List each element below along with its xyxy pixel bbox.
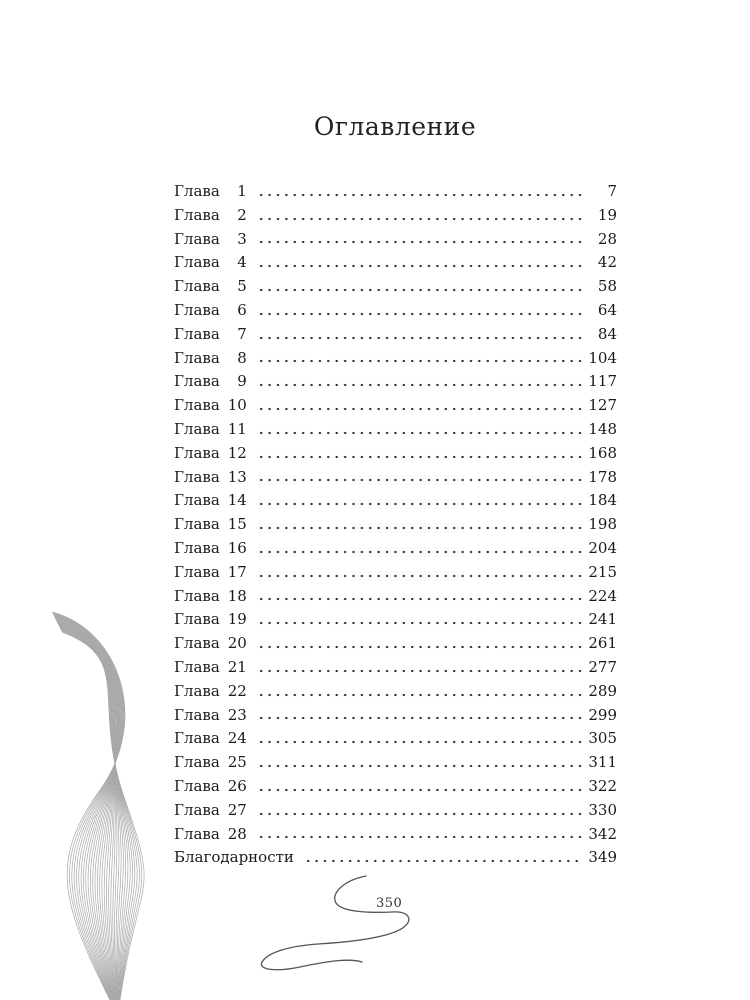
toc-entry-word: Глава xyxy=(174,419,220,438)
toc-entry-word: Глава xyxy=(174,776,220,795)
toc-entry-page-number: 178 xyxy=(588,467,617,486)
toc-entry[interactable] xyxy=(174,323,617,347)
toc-entry[interactable] xyxy=(174,347,617,371)
toc-entry-label xyxy=(174,513,247,537)
toc-entry-chapter-number: 7 xyxy=(237,324,247,343)
toc-entry-page-number: 330 xyxy=(588,800,617,819)
dot-leader xyxy=(257,526,583,530)
toc-entry-label xyxy=(174,323,247,347)
toc-entry-page-number: 84 xyxy=(597,324,617,343)
toc-entry-page-number: 261 xyxy=(588,634,617,653)
toc-entry-word: Глава xyxy=(174,562,220,581)
toc-entry-chapter-number: 9 xyxy=(237,372,247,391)
toc-entry-page-number: 64 xyxy=(597,300,617,319)
toc-entry-label xyxy=(174,799,247,823)
toc-entry-word: Глава xyxy=(174,467,220,486)
toc-entry[interactable] xyxy=(174,585,617,609)
toc-entry-label xyxy=(174,228,247,252)
toc-entry-chapter-number: 16 xyxy=(227,538,247,557)
toc-entry-chapter-number: 27 xyxy=(227,800,247,819)
toc-entry-label xyxy=(174,585,247,609)
toc-entry-label xyxy=(174,775,247,799)
toc-entry-word: Глава xyxy=(174,372,220,391)
toc-entry-chapter-number: 15 xyxy=(227,515,247,534)
toc-entry-page-number: 277 xyxy=(588,657,617,676)
toc-entry-chapter-number: 24 xyxy=(227,729,247,748)
toc-entry-label xyxy=(174,180,247,204)
toc-entry-word: Глава xyxy=(174,253,220,272)
toc-entry[interactable] xyxy=(174,608,617,632)
dot-leader xyxy=(257,336,583,340)
toc-entry-page-number: 127 xyxy=(588,396,617,415)
toc-entry-page-number: 104 xyxy=(588,348,617,367)
toc-entry-page-number: 342 xyxy=(588,824,617,843)
dot-leader xyxy=(257,764,583,768)
dot-leader xyxy=(257,669,583,673)
dot-leader xyxy=(257,288,583,292)
toc-entry-label xyxy=(174,394,247,418)
toc-entry-page-number: 215 xyxy=(588,562,617,581)
dot-leader xyxy=(257,645,583,649)
dot-leader xyxy=(257,217,583,221)
toc-entry-chapter-number: 10 xyxy=(227,396,247,415)
toc-entry-word: Глава xyxy=(174,800,220,819)
toc-entry[interactable] xyxy=(174,442,617,466)
dot-leader xyxy=(257,716,583,720)
toc-entry-label xyxy=(174,823,247,847)
dot-leader xyxy=(257,431,583,435)
toc-entry-page-number: 241 xyxy=(588,610,617,629)
toc-entry-page-number: 204 xyxy=(588,538,617,557)
dot-leader xyxy=(304,859,582,863)
toc-entry[interactable] xyxy=(174,204,617,228)
dot-leader xyxy=(257,264,583,268)
dot-leader xyxy=(257,193,583,197)
toc-entry[interactable] xyxy=(174,727,617,751)
toc-entry-label xyxy=(174,489,247,513)
toc-entry-word: Глава xyxy=(174,324,220,343)
page-number: 350 xyxy=(376,896,403,911)
page-title: Оглавление xyxy=(313,112,477,141)
toc-entry-chapter-number: 2 xyxy=(237,205,247,224)
toc-entry-label xyxy=(174,370,247,394)
dot-leader xyxy=(257,455,583,459)
toc-entry-label xyxy=(174,204,247,228)
toc-entry-page-number: 322 xyxy=(588,776,617,795)
toc-entry-chapter-number: 11 xyxy=(227,419,247,438)
toc-entry[interactable] xyxy=(174,632,617,656)
toc-entry-chapter-number: 21 xyxy=(227,657,247,676)
toc-entry-page-number: 305 xyxy=(588,729,617,748)
toc-entry-label xyxy=(174,251,247,275)
toc-entry-page-number: 58 xyxy=(597,277,617,296)
toc-entry[interactable] xyxy=(174,466,617,490)
toc-entry-page-number: 289 xyxy=(588,681,617,700)
toc-entry[interactable] xyxy=(174,275,617,299)
toc-entry-chapter-number: 12 xyxy=(227,443,247,462)
toc-entry-chapter-number: 19 xyxy=(227,610,247,629)
toc-entry-word: Глава xyxy=(174,348,220,367)
toc-entry[interactable] xyxy=(174,251,617,275)
dot-leader xyxy=(257,788,583,792)
toc-entry-word: Глава xyxy=(174,705,220,724)
toc-entry[interactable] xyxy=(174,775,617,799)
toc-entry-label xyxy=(174,442,247,466)
toc-entry-word: Глава xyxy=(174,634,220,653)
toc-entry-chapter-number: 17 xyxy=(227,562,247,581)
toc-entry-page-number: 299 xyxy=(588,705,617,724)
toc-entry-chapter-number: 18 xyxy=(227,586,247,605)
dot-leader xyxy=(257,812,583,816)
toc-entry-chapter-number: 25 xyxy=(227,753,247,772)
toc-entry-chapter-number: 22 xyxy=(227,681,247,700)
toc-entry-word: Благодарности xyxy=(174,848,294,867)
toc-entry-label xyxy=(174,275,247,299)
toc-entry-chapter-number: 28 xyxy=(227,824,247,843)
toc-entry[interactable] xyxy=(174,489,617,513)
dot-leader xyxy=(257,383,583,387)
toc-entry-label xyxy=(174,846,294,870)
toc-entry-label xyxy=(174,608,247,632)
dot-leader xyxy=(257,312,583,316)
dot-leader xyxy=(257,835,583,839)
toc-entry-label xyxy=(174,704,247,728)
toc-entry[interactable] xyxy=(174,656,617,680)
toc-entry-page-number: 148 xyxy=(588,419,617,438)
toc-entry-word: Глава xyxy=(174,729,220,748)
toc-entry-label xyxy=(174,299,247,323)
dot-leader xyxy=(257,478,583,482)
dot-leader xyxy=(257,550,583,554)
dot-leader xyxy=(257,693,583,697)
toc-entry-page-number: 42 xyxy=(597,253,617,272)
toc-entry-label xyxy=(174,561,247,585)
toc-entry-chapter-number: 13 xyxy=(227,467,247,486)
toc-entry-page-number: 224 xyxy=(588,586,617,605)
toc-entry-word: Глава xyxy=(174,277,220,296)
toc-entry-label xyxy=(174,466,247,490)
toc-entry-label xyxy=(174,656,247,680)
toc-entry-chapter-number: 1 xyxy=(237,182,247,200)
toc-entry-word: Глава xyxy=(174,396,220,415)
toc-entry-label xyxy=(174,751,247,775)
toc-entry-word: Глава xyxy=(174,753,220,772)
toc-entry-chapter-number: 26 xyxy=(227,776,247,795)
toc-entry[interactable] xyxy=(174,823,617,847)
toc-entry[interactable] xyxy=(174,799,617,823)
toc-entry[interactable] xyxy=(174,561,617,585)
toc-entry[interactable] xyxy=(174,704,617,728)
toc-entry-chapter-number: 14 xyxy=(227,491,247,510)
toc-entry-word: Глава xyxy=(174,443,220,462)
toc-entry[interactable] xyxy=(174,418,617,442)
toc-entry-word: Глава xyxy=(174,657,220,676)
toc-entry-word: Глава xyxy=(174,586,220,605)
toc-entry-word: Глава xyxy=(174,182,220,200)
toc-entry-chapter-number: 6 xyxy=(237,300,247,319)
toc-entry[interactable] xyxy=(174,846,617,870)
toc-entry-word: Глава xyxy=(174,610,220,629)
toc-entry-page-number: 349 xyxy=(588,848,617,867)
toc-entry[interactable] xyxy=(174,370,617,394)
dot-leader xyxy=(257,574,583,578)
toc-entry-label xyxy=(174,537,247,561)
toc-entry-word: Глава xyxy=(174,515,220,534)
toc-entry-page-number: 168 xyxy=(588,443,617,462)
dot-leader xyxy=(257,240,583,244)
toc-entry-word: Глава xyxy=(174,538,220,557)
toc-entry-label xyxy=(174,418,247,442)
toc-entry-label xyxy=(174,347,247,371)
toc-entry[interactable] xyxy=(174,680,617,704)
toc-entry[interactable] xyxy=(174,513,617,537)
toc-entry-page-number: 19 xyxy=(597,205,617,224)
toc-entry-page-number: 28 xyxy=(597,229,617,248)
dot-leader xyxy=(257,597,583,601)
toc-entry-chapter-number: 23 xyxy=(227,705,247,724)
dot-leader xyxy=(257,621,583,625)
toc-entry[interactable] xyxy=(174,537,617,561)
toc-entry-word: Глава xyxy=(174,824,220,843)
dot-leader xyxy=(257,359,583,363)
table-of-contents xyxy=(174,180,617,870)
dot-leader xyxy=(257,502,583,506)
toc-entry-page-number: 184 xyxy=(588,491,617,510)
toc-entry-label xyxy=(174,632,247,656)
toc-entry-label xyxy=(174,680,247,704)
toc-entry-word: Глава xyxy=(174,681,220,700)
toc-entry-chapter-number: 5 xyxy=(237,277,247,296)
toc-entry-chapter-number: 8 xyxy=(237,348,247,367)
toc-entry-chapter-number: 20 xyxy=(227,634,247,653)
toc-entry-word: Глава xyxy=(174,300,220,319)
dot-leader xyxy=(257,407,583,411)
toc-entry-page-number: 198 xyxy=(588,515,617,534)
toc-entry[interactable] xyxy=(174,394,617,418)
toc-entry-chapter-number: 4 xyxy=(237,253,247,272)
toc-entry-word: Глава xyxy=(174,229,220,248)
toc-entry[interactable] xyxy=(174,228,617,252)
toc-entry[interactable] xyxy=(174,180,617,204)
toc-entry[interactable] xyxy=(174,751,617,775)
toc-entry-word: Глава xyxy=(174,491,220,510)
toc-entry[interactable] xyxy=(174,299,617,323)
toc-entry-word: Глава xyxy=(174,205,220,224)
toc-entry-page-number: 117 xyxy=(588,372,617,391)
toc-entry-label xyxy=(174,727,247,751)
dot-leader xyxy=(257,740,583,744)
toc-entry-chapter-number: 3 xyxy=(237,229,247,248)
toc-entry-page-number: 311 xyxy=(588,753,617,772)
toc-entry-page-number: 7 xyxy=(607,182,617,200)
